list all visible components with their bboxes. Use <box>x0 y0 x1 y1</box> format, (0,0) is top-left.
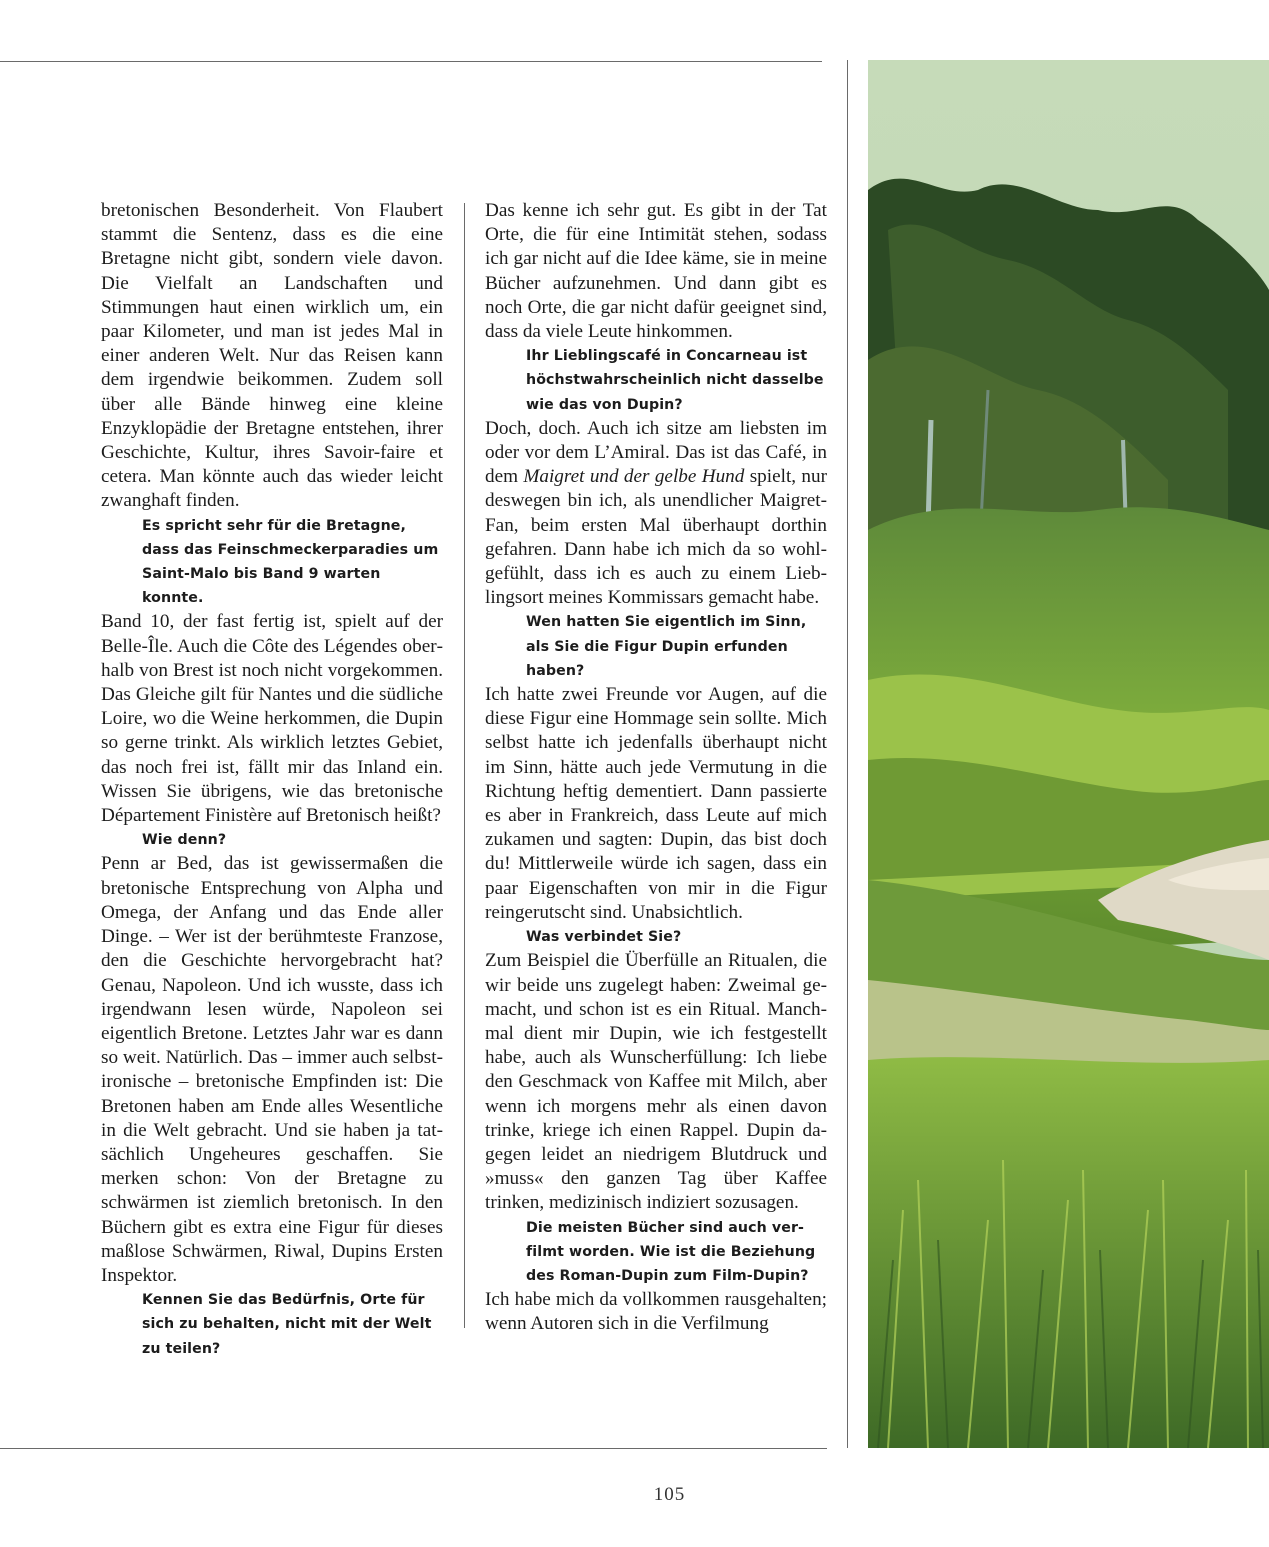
paragraph: Ich habe mich da vollkommen rausgehalten; wenn Autoren sich in die Verfilmung <box>485 1289 827 1335</box>
interview-question: Was verbindet Sie? <box>526 929 682 946</box>
paragraph-text: spielt, nur deswegen bin ich, als unendlicher Maigret-Fan, beim ersten Mal überhaupt dorthin gefahren. Dann habe ich mich da so wohlgefühlt, dass ich es auch zu einem Lieblingsort meines Kommissars gemacht habe. <box>485 466 827 609</box>
interview-question: Wie denn? <box>142 832 227 849</box>
interview-question: Wen hatten Sie eigentlich im Sinn, als Sie die Figur Dupin erfunden haben? <box>526 614 807 679</box>
text-column-right <box>485 199 827 1337</box>
book-title: Maigret und der gelbe Hund <box>523 466 745 488</box>
interview-question: Ihr Lieblingscafé in Concarneau ist höchstwahrscheinlich nicht dasselbe wie das von Dupin? <box>526 348 824 413</box>
paragraph-text: Doch, doch. Auch ich sitze am liebsten im oder vor dem L’Amiral. Das ist das Café, in dem <box>485 417 827 488</box>
bottom-rule <box>0 1448 827 1449</box>
top-rule <box>0 61 822 62</box>
paragraph <box>485 417 827 611</box>
text-column-left <box>101 199 443 1361</box>
column-divider <box>464 203 465 1328</box>
paragraph: Zum Beispiel die Überfülle an Ritualen, die wir beide uns zugelegt haben: Zweimal gemacht, und schon ist es ein Ritual. Manchmal dient mir Dupin, wie ich festgestellt habe, auch als Wunscherfüllung: Ich liebe den Geschmack von Kaffee mit Milch, aber wenn ich morgens mehr als einen davon trinke, kriege ich einen Rappel. Dupin dagegen leidet an niedrigem Blutdruck und »muss« den ganzen Tag über Kaffee trinken, medizinisch indiziert sozusagen. <box>485 950 827 1214</box>
paragraph: bretonischen Besonderheit. Von Flaubert stammt die Sentenz, dass es die eine Bretagne nicht gibt, sondern viele davon. Die Vielfalt an Landschaften und Stimmungen haut einen wirklich um, ein paar Kilometer, und man ist jedes Mal in einer anderen Welt. Nur das Reisen kann dem irgendwie beikommen. Zudem soll über alle Bände hinweg eine kleine Enzyklopädie der Bretagne entstehen, ihrer Geschichte, Kultur, ihres Savoir-faire et cetera. Man könnte auch das wieder leicht zwanghaft finden. <box>101 200 443 512</box>
interview-question: Die meisten Bücher sind auch verfilmt worden. Wie ist die Beziehung des Roman-Dupin zum Film-Dupin? <box>526 1219 816 1284</box>
interview-question: Kennen Sie das Bedürfnis, Orte für sich zu behalten, nicht mit der Welt zu teilen? <box>142 1292 432 1357</box>
paragraph: Ich hatte zwei Freunde vor Augen, auf die diese Figur eine Hommage sein sollte. Mich selbst hatte ich jedenfalls überhaupt nicht im Sinn, hätte auch jede Vermutung in die Richtung heftig dementiert. Dann passierte es aber in Frankreich, dass Leute auf mich zukamen und sagten: Dupin, das bist doch du! Mittlerweile würde ich sagen, dass ein paar Eigenschaften von mir in die Figur reingerutscht sind. Unabsichtlich. <box>485 684 827 923</box>
paragraph: Das kenne ich sehr gut. Es gibt in der Tat Orte, die für eine Intimität stehen, sodass ich gar nicht auf die Idee käme, sie in meine Bücher aufzunehmen. Und dann gibt es noch Orte, die gar nicht dafür geeignet sind, dass da viele Leute hinkommen. <box>485 200 827 343</box>
paragraph: Band 10, der fast fertig ist, spielt auf der Belle-Île. Auch die Côte des Légendes oberhalb von Brest ist noch nicht vorgekommen. Das Gleiche gilt für Nantes und die südliche Loire, wo die Weine herkommen, die Dupin so gerne trinkt. Als wirklich letztes Gebiet, das noch frei ist, fällt mir das Inland ein. Wissen Sie übrigens, wie das bretonische Département Finistère auf Bretonisch heißt? <box>101 611 443 827</box>
landscape-painting <box>868 60 1269 1448</box>
paragraph: Penn ar Bed, das ist gewissermaßen die bretonische Entsprechung von Alpha und Omega, der Anfang und das Ende aller Dinge. – Wer ist der berühmteste Franzose, den die Geschichte hervorgebracht hat? Genau, Napoleon. Und ich wusste, dass ich irgendwann lesen würde, Napoleon sei eigentlich Bretone. Letztes Jahr war es dann so weit. Natürlich. Das – immer auch selbstironische – bretonische Empfinden ist: Die Bretonen haben am Ende alles Wesentliche in die Welt gebracht. Und sie haben ja tatsächlich Ungeheures geschaffen. Sie merken schon: Von der Bretagne zu schwärmen ist ziemlich bretonisch. In den Büchern gibt es extra eine Figur für dieses maßlose Schwärmen, Riwal, Dupins Ersten Inspektor. <box>101 853 443 1286</box>
interview-question: Es spricht sehr für die Bretagne, dass das Feinschmeckerparadies um Saint-Malo bis Band 9 warten konnte. <box>142 517 439 607</box>
page-number: 105 <box>653 1484 686 1505</box>
image-divider <box>847 60 848 1448</box>
